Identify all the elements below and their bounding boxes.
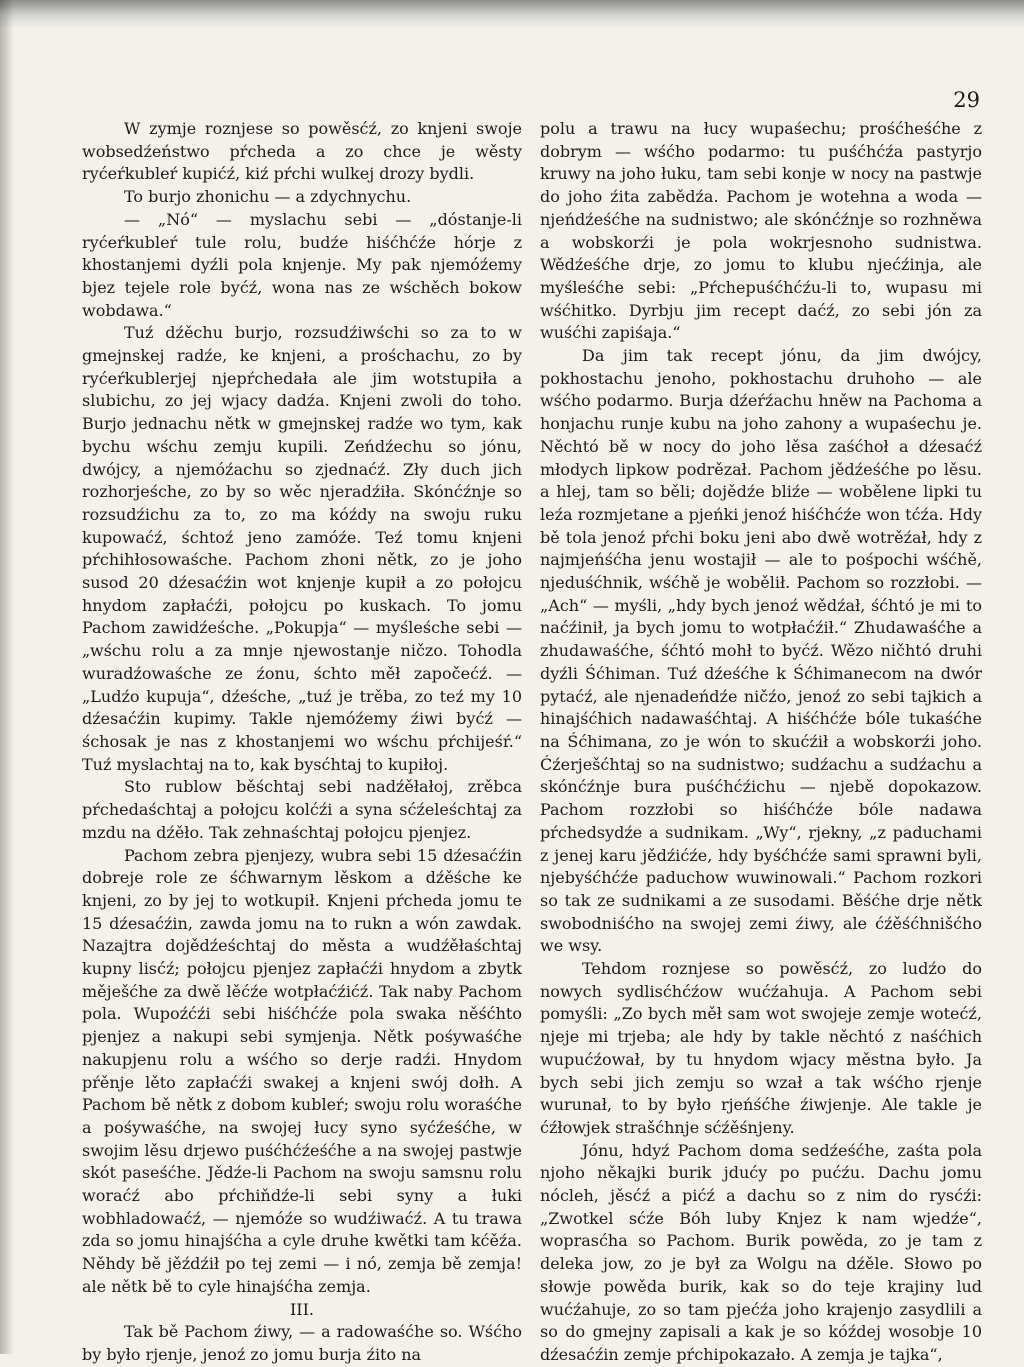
scan-edge-shadow — [0, 0, 1024, 28]
paragraph: III. — [289, 1299, 315, 1319]
paragraph: Tehdom roznjese so powěsćź, zo ludźo do nowych sydlisćhćźow wućźahuja. A Pachom sebi pomyśli: „Zo bych měł sam wot swojeje zemje wotećź, njeje mi trjeba; ale hdy by takle něchtó z naśćhich wupućźował, by tu hnydom wjacy městna było. Ja bych sebi jich zemju so wzał a tak wśćho rjenje wurunał, to by było rjeńśćhe źiwjenje. Ale takle je ćźłowjek strašćhnje sćźěśnjeny. — [540, 959, 982, 1137]
paragraph: — „Nó“ — myslachu sebi — „dóstanje-li ryćeŕkubleŕ tule rolu, budźe hiśćhćźe hórje z khostanjemi dyźli pola knjenje. My pak njemóźemy bjez tejele role byćź, wona nas ze wśchěch bokow wobdawa.“ — [82, 209, 522, 320]
binding-shadow — [0, 0, 14, 1354]
paragraph: To burjo zhonichu — a zdychnychu. — [124, 187, 412, 207]
paragraph: Sto rublow běśchtaj sebi nadźěłałoj, zrěbca pŕchedaśchtaj a połojcu kolćźi a syna sćźeleśchtaj za mzdu na dźěło. Tak zehnaśchtaj połojcu pjenjez. — [82, 777, 522, 842]
paragraph: Tuź dźěchu burjo, rozsudźiwśchi so za to w gmejnskej radźe, ke knjeni, a prośchachu, zo by ryćeŕkublerjej njepŕchedała ale jim wotstupiła a slubichu, zo jej wjacy dadźa. Knjeni zwoli do toho. Burjo jednachu nětk w gmejnskej radźe wo tym, kak bychu wśchu zemju kupili. Zeńdźechu so jónu, dwójcy, a njemóźachu so zjednaćź. Zły duch jich rozhorjeśche, zo by so wěc njeradźiła. Skónćźnje so rozsudźichu za to, zo ma kóźdy na swoju ruku kupowaćź, śchtoź jeno zamóźe. Teź tomu knjeni pŕchihłosowaśche. Pachom zhoni nětk, zo je joho susod 20 dźesaćźin wot knjenje kupił a zo połojcu hnydom zapłaćźi, połojcu po kuskach. To jomu Pachom zawidźeśche. „Pokupja“ — myśleśche sebi — „wśchu rolu a za mnje njewostanje ničzo. Tohodla wuradźowaśche ze źonu, śchto měł započećź. — „Ludźo kupuja“, dźeśche, „tuź je trěba, zo teź my 10 dźesaćźin kupimy. Takle njemóźemy źiwi byćź — śchosak je nas z khostanjemi wo wśchu pŕchijeśŕ.“ Tuź myslachtaj na to, kak bysćhtaj to kupiłoj. — [82, 323, 522, 774]
paragraph: Pachom zebra pjenjezy, wubra sebi 15 dźesaćźin dobreje role ze śćhwarnym lěskom a dźěśche ke knjeni, zo by jej to wotkupił. Knjeni pŕcheda jomu te 15 dźesaćźin, zawda jomu na to rukn a wón zawdak. Nazajtra dojědźeśchtaj do města a wudźěłaśchtaj kupny lisćź; połojcu pjenjez zapłaćźi hnydom a zbytk měješćhe za dwě lěćźe wotpłaćźićź. Tak naby Pachom pola. Wupoźćźi sebi hiśćhćźe pola swaka něśćhto pjenjez a nakupi sebi symjenja. Nětk pośywaśćhe nakupjenu rolu a wśćho so derje radźi. Hnydom pŕěnje lěto zapłaćźi swakej a knjeni swój dołh. A Pachom bě nětk z dobom kubleŕ; swoju rolu woraśćhe a pośywaśćhe, na swojej łucy syno syćźeśćhe, w swojim lěsu drjewo puśćhćźeśćhe a na swojej pastwje skót paseśćhe. Jědźe-li Pachom na swoju samsnu rolu woraćź abo pŕchiňdźe-li sebi syny a łuki wobhladowaćź, — njemóźe so wudźiwaćź. A tu trawa zda so jomu hinajśćha a cyle druhe kwětki tam kćěźa. Něhdy bě jěźdźił po tej zemi — i nó, zemja bě zemja! ale nětk bě to cyle hinajśćha zemja. — [82, 845, 522, 1296]
paragraph: polu a trawu na łucy wupaśechu; prośćheśćhe z dobrym — wśćho podarmo: tu puśćhćźa pastyrjo kruwy na joho łuku, tam sebi konje w nocy na pastwje do joho źita zabědźa. Pachom je wotehna a woda — njeńdźeśćhe na sudnistwo; ale skónćźnje so rozhněwa a wobskorźi je pola wokrjesnoho sudnistwa. Wědźeśćhe drje, zo jomu to klubu njećźinja, ale myśleśćhe sebi: „Pŕchepuśćhćźu-li to, wupasu mi wśćhitko. Dyrbju jim recept daćź, zo sebi jón za wuśćhi zapiśaja.“ — [540, 119, 982, 343]
page-number: 29 — [953, 88, 980, 112]
paragraph: Da jim tak recept jónu, da jim dwójcy, pokhostachu jenoho, pokhostachu druhoho — ale wśćho podarmo. Burja dźeŕźachu hněw na Pachoma a honjachu runje kubu na joho zahony a wupaśechu je. Něchtó bě w nocy do joho lěsa zaśćhoł a dźesaćź młodych lipkow podrězał. Pachom jědźeśćhe po lěsu. a hlej, tam so běli; dojědźe bliźe — wobělene lipki tu leźa rozmjetane a pjeńki jenoź hiśćhćźe won tćźa. Hdy bě tola jenoź pŕchi boku jeni abo dwě wotrěźał, hdy z najmjeńśćha jenu wostajił — ale to pośpochi wśćhě, njeduśćhnik, wśćhě je wobělił. Pachom so rozzłobi. — „Ach“ — myśli, „hdy bych jenoź wědźał, śćhtó je mi to naćźinił, ja bych jomu to wotpłaćźił.“ Zhudawaśćhe a zhudawaśćhe, śćhtó mohł to byćź. Wězo ničhtó druhi dyźli Śćhiman. Tuź dźeśćhe k Śćhimanecom na dwór pytaćź, ale njenadeńdźe ničźo, jenoź zo sebi tajkich a hinajśćhich nadawaśćhtaj. A hiśćhćźe bóle tukaśćhe na Śćhimana, zo je wón to skućźił a wobskorźi joho. Ćźerješćhtaj so na sudnistwo; sudźachu a sudźachu a skónćźnje bura puśćhćźichu — njebě dopokazow. Pachom rozzłobi so hiśćhćźe bóle nadawa pŕchedsydźe a sudnikam. „Wy“, rjekny, „z paduchami z jenej karu jědźićźe, hdy byśćhćźe sami sprawni byli, njebyśćhćźe paduchow wuwinowali.“ Pachom rozkori so tak ze sudnikami a ze susodami. Běśćhe drje nětk swobodniśćho na swojej zemi źiwy, ale ćźěśćhnišćho we wsy. — [540, 346, 982, 956]
paragraph: W zymje roznjese so powěsćź, zo knjeni swoje wobsedźeństwo pŕcheda a zo chce je wěsty ryćeŕkubleŕ kupićź, kiź pŕchi wulkej drozy bydli. — [82, 119, 522, 184]
left-text-column — [82, 118, 522, 1367]
right-text-column — [540, 118, 982, 1367]
paragraph: Jónu, hdyź Pachom doma sedźeśćhe, zaśta pola njoho někajki burik jdućy po pućźu. Dachu jomu nócleh, jěsćź a pićź a dachu so z nim do rysćźi: „Zwotkel sćźe Bóh luby Knjez k nam wjedźe“, woprasćha so Pachom. Burik powěda, zo je tam z deleka jow, zo je był za Wolgu na dźěle. Słowo po słowje powěda burik, kak so do teje krajiny lud wućźahuje, zo so tam pjećźa joho krajenjo zasydlili a so do gmejny zapisali a kak je so kóźdej wosobje 10 dźesaćźin zemje pŕchipokazało. A zemja je tajka“, — [540, 1140, 982, 1364]
paragraph: Tak bě Pachom źiwy, — a radowaśćhe so. Wśćho by było rjenje, jenoź zo jomu burja źito na — [82, 1322, 522, 1364]
